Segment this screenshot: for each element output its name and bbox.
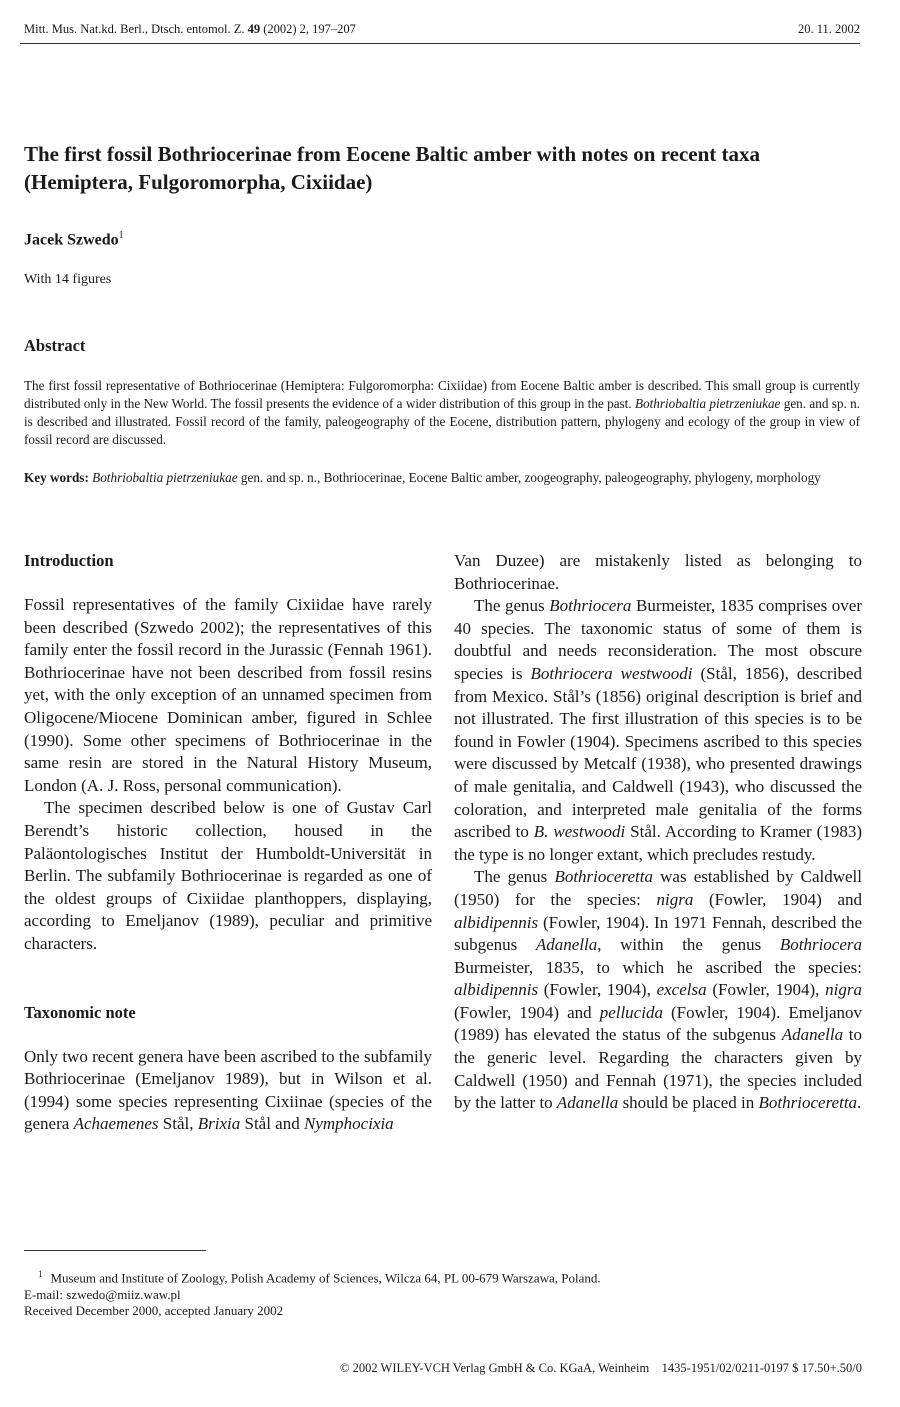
- taxonomic-paragraph-1a: [24, 1046, 432, 1136]
- genus-name: Bothrioceretta: [554, 867, 653, 887]
- genus-name: Bothrioceretta: [758, 1093, 858, 1113]
- keywords-list: gen. and sp. n., Bothriocerinae, Eocene Baltic amber, zoogeography, paleogeography, phylogeny, morphology: [237, 470, 821, 485]
- species-name: pellucida: [599, 1002, 663, 1022]
- text-run: .: [857, 1093, 862, 1113]
- journal-citation: [24, 22, 356, 37]
- genus-name: Brixia: [197, 1114, 241, 1134]
- keywords-species: Bothriobaltia pietrzeniukae: [92, 470, 238, 485]
- text-run: (Fowler, 1904),: [538, 980, 657, 1000]
- publication-date: 20. 11. 2002: [797, 22, 860, 36]
- abstract-part: gen. and sp. n. is described and illustrated. Fossil record of the family, paleogeography of the Eocene, distribution pattern, phylogeny and ecology of the group in view of fossil record are discussed.: [24, 396, 860, 447]
- left-column: [24, 550, 432, 1136]
- author-footnote-mark: 1: [118, 230, 124, 241]
- right-column: [454, 550, 862, 1115]
- text-run: Only two recent genera have been ascribed to the subfamily Bothriocerinae (Emeljanov 1989), but in Wilson et al. (1994) some species representing Cixiinae (species of the genera: [24, 1046, 432, 1134]
- article-title: The first fossil Bothriocerinae from Eocene Baltic amber with notes on recent taxa (Hemiptera, Fulgoromorpha, Cixiidae): [24, 142, 761, 194]
- genus-name: Bothriocera: [779, 935, 862, 955]
- text-run: The genus: [474, 596, 550, 616]
- taxonomic-paragraph-2: [454, 595, 862, 866]
- footnote-received: Received December 2000, accepted January 2002: [24, 1303, 284, 1319]
- text-run: to the generic level. Regarding the characters given by Caldwell (1950) and Fennah (1971), the species included by the latter to: [454, 1025, 862, 1113]
- header-rule: [20, 43, 860, 44]
- abstract-text: [24, 377, 860, 449]
- genus-name: Adanella: [556, 1093, 619, 1113]
- text-run: The genus: [474, 867, 555, 887]
- running-head: [24, 22, 860, 37]
- journal-name: Mitt. Mus. Nat.kd. Berl., Dtsch. entomol. Z.: [24, 22, 248, 36]
- species-name: albidipennis: [454, 980, 539, 1000]
- text-run: Stål. According to Kramer (1983) the type is no longer extant, which precludes restudy.: [454, 822, 862, 864]
- keywords-label: Key words: [24, 470, 85, 485]
- footnote-address: Museum and Institute of Zoology, Polish Academy of Sciences, Wilcza 64, PL 00-679 Warszawa, Poland.: [50, 1270, 601, 1286]
- text-run: Burmeister, 1835 comprises over 40 species. The taxonomic status of some of them is doubtful and needs reconsideration. The most obscure species is: [454, 596, 862, 683]
- text-run: (Fowler, 1904). Emeljanov (1989) has elevated the status of the subgenus: [454, 1002, 862, 1045]
- author-line: [24, 230, 124, 249]
- journal-volume: 49: [247, 22, 261, 36]
- text-run: (Fowler, 1904) and: [693, 889, 862, 909]
- species-name: B. westwoodi: [533, 822, 626, 842]
- introduction-heading: Introduction: [24, 551, 114, 570]
- author-name: Jacek Szwedo: [24, 231, 119, 249]
- species-name: nigra: [656, 889, 694, 909]
- intro-paragraph-1: Fossil representatives of the family Cixiidae have rarely been described (Szwedo 2002); the representatives of this family enter the fossil record in the Jurassic (Fennah 1961). Bothriocerinae have not been described from fossil resins yet, with the only exception of an unnamed specimen from Oligocene/Miocene Dominican amber, figured in Schlee (1990). Some other specimens of Bothriocerinae in the same resin are stored in the Natural History Museum, London (A. J. Ross, personal communication).: [24, 595, 432, 795]
- species-name: albidipennis: [454, 912, 539, 932]
- species-name: nigra: [825, 980, 862, 1000]
- footnote-mark: 1: [38, 1269, 43, 1279]
- keywords: Key words: Bothriobaltia pietrzeniukae gen. and sp. n., Bothriocerinae, Eocene Baltic amber, zoogeography, paleogeography, phylogeny, morphology: [24, 470, 821, 485]
- intro-paragraph-2: The specimen described below is one of Gustav Carl Berendt’s historic collection, housed in the Paläontologisches Institut der Humboldt-Universität in Berlin. The subfamily Bothriocerinae is regarded as one of the oldest groups of Cixiidae planthoppers, displaying, according to Emeljanov (1989), peculiar and primitive characters.: [24, 798, 432, 953]
- text-run: was established by Caldwell (1950) for the species:: [454, 867, 862, 909]
- text-run: Stål and: [240, 1114, 304, 1134]
- text-run: (Fowler, 1904),: [706, 980, 826, 1000]
- footnote-email: E-mail: szwedo@miiz.waw.pl: [24, 1286, 181, 1302]
- genus-name: Adanella: [535, 935, 598, 955]
- text-run: Stål,: [158, 1114, 198, 1134]
- text-run: , within the genus: [597, 935, 780, 955]
- footnote-rule: [24, 1250, 206, 1251]
- species-name: excelsa: [656, 980, 707, 1000]
- text-run: (Fowler, 1904). In 1971 Fennah, described the subgenus: [454, 912, 862, 955]
- footnote: [24, 1266, 601, 1320]
- taxonomic-paragraph-1b: Van Duzee) are mistakenly listed as belonging to Bothriocerinae.: [454, 551, 862, 593]
- taxonomic-heading: Taxonomic note: [24, 1002, 136, 1022]
- text-run: Burmeister, 1835, to which he ascribed the species:: [454, 957, 862, 977]
- copyright-line: © 2002 WILEY-VCH Verlag GmbH & Co. KGaA, Weinheim 1435-1951/02/0211-0197 $ 17.50+.50/0: [340, 1361, 862, 1375]
- genus-name: Adanella: [781, 1025, 844, 1045]
- text-run: should be placed in: [618, 1093, 759, 1113]
- genus-name: Achaemenes: [73, 1114, 159, 1134]
- genus-name: Nymphocixia: [303, 1114, 394, 1134]
- journal-pages: (2002) 2, 197–207: [260, 22, 356, 36]
- genus-name: Bothriocera: [549, 596, 632, 616]
- text-run: (Stål, 1856), described from Mexico. Stål’s (1856) original description is brief and not illustrated. The first illustration of this species is to be found in Fowler (1904). Specimens ascribed to this species were discussed by Metcalf (1938), who presented drawings of male genitalia, and Caldwell (1943), who discussed the coloration, and interpreted male genitalia of the forms ascribed to: [454, 663, 862, 842]
- taxonomic-paragraph-3: [454, 866, 862, 1115]
- text-run: (Fowler, 1904) and: [454, 1002, 600, 1022]
- abstract-part: The first fossil representative of Bothriocerinae (Hemiptera: Fulgoromorpha: Cixiidae) from Eocene Baltic amber is described. This small group is currently distributed only in the New World. The fossil presents the evidence of a wider distribution of this group in the past.: [24, 378, 860, 411]
- abstract-species: Bothriobaltia pietrzeniukae: [634, 396, 781, 411]
- abstract-heading: Abstract: [24, 336, 86, 355]
- figure-count: With 14 figures: [24, 272, 112, 287]
- species-name: Bothriocera westwoodi: [530, 663, 693, 683]
